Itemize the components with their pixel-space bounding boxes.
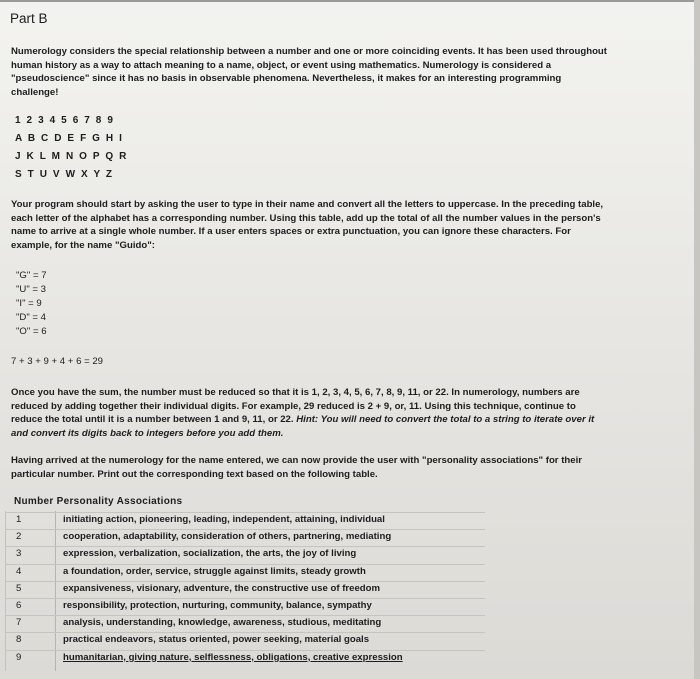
association-number: 4 [16, 565, 22, 577]
arrive-line: Having arrived at the numerology for the name entered, we can now provide the user with "personality associations" for their [11, 455, 582, 466]
letter-table-row: 1 2 3 4 5 6 7 8 9 [15, 115, 115, 126]
letter-value: "G" = 7 [16, 270, 47, 281]
association-text: expansiveness, visionary, adventure, the constructive use of freedom [63, 582, 381, 594]
table-left-border [5, 511, 6, 671]
page-edge [694, 0, 700, 679]
table-row-divider [5, 615, 485, 616]
program-line: Your program should start by asking the user to type in their name and convert all the letters to uppercase. In the preceding table, [11, 199, 604, 210]
table-column-divider [55, 511, 56, 671]
top-divider [0, 0, 700, 2]
association-number: 7 [16, 617, 22, 629]
intro-line: Numerology considers the special relationship between a number and one or more coinciding events. It has been used throughout [11, 46, 607, 57]
program-line: name to arrive at a single whole number. If a user enters spaces or extra punctuation, you can ignore these characters. For [11, 226, 571, 237]
association-number: 8 [16, 634, 22, 646]
letter-value: "I" = 9 [16, 298, 42, 309]
table-row-divider [5, 632, 485, 633]
letter-value: "U" = 3 [16, 284, 47, 295]
reduce-paragraph [11, 386, 594, 440]
table-row-divider [5, 529, 485, 530]
letter-value: "O" = 6 [16, 326, 47, 337]
reduce-line: reduced by adding together their individual digits. For example, 29 reduced is 2 + 9, or, 11. Using this technique, continue to [11, 400, 576, 412]
program-paragraph [11, 198, 603, 252]
association-text: a foundation, order, service, struggle against limits, steady growth [63, 565, 366, 577]
section-title: Part B [10, 11, 48, 26]
table-row-divider [5, 650, 485, 651]
letter-value: "D" = 4 [16, 312, 47, 323]
table-row-divider [5, 581, 485, 582]
association-text: practical endeavors, status oriented, power seeking, material goals [63, 634, 370, 646]
program-line: example, for the name "Guido": [11, 239, 155, 251]
association-number: 3 [16, 548, 22, 560]
association-number: 5 [16, 582, 22, 594]
reduce-line-text: reduce the total until it is a number between 1 and 9, 11, or 22. [11, 414, 294, 425]
association-text: humanitarian, giving nature, selflessness, obligations, creative expression [63, 651, 403, 663]
reduce-line [11, 413, 594, 427]
reduce-line: Once you have the sum, the number must be reduced so that it is 1, 2, 3, 4, 5, 6, 7, 8, 9, 11, or 22. In numerology, numbers are [11, 387, 580, 398]
arrive-line: particular number. Print out the corresponding text based on the following table. [11, 468, 378, 480]
intro-line: human history as a way to attach meaning to a name, object, or event using mathematics. Numerology is considered a [11, 59, 552, 71]
program-line: each letter of the alphabet has a corresponding number. Using this table, add up the total of all the number values in the person's [11, 212, 601, 224]
intro-line: challenge! [11, 86, 59, 98]
association-text: initiating action, pioneering, leading, independent, attaining, individual [63, 514, 385, 525]
association-text: cooperation, adaptability, consideration of others, partnering, mediating [63, 531, 392, 543]
hint-text: Hint: You will need to convert the total to a string to iterate over it [296, 414, 595, 425]
association-text: analysis, understanding, knowledge, awareness, studious, meditating [63, 617, 382, 629]
association-text: expression, verbalization, socialization, the arts, the joy of living [63, 548, 357, 560]
letter-table-row: J K L M N O P Q R [15, 151, 128, 162]
letter-table-row: A B C D E F G H I [15, 133, 124, 144]
intro-paragraph [11, 45, 607, 99]
associations-table-header: Number Personality Associations [14, 496, 183, 507]
intro-line: "pseudoscience" since it has no basis in observable phenomena. Nevertheless, it makes for an interesting programming [11, 73, 562, 84]
table-row-divider [5, 564, 485, 565]
table-row-divider [5, 598, 485, 599]
table-row-divider [5, 546, 485, 547]
association-number: 6 [16, 600, 22, 611]
letter-table-row: S T U V W X Y Z [15, 169, 114, 180]
association-number: 1 [16, 514, 22, 525]
association-number: 9 [16, 651, 22, 663]
table-row-divider [5, 512, 485, 513]
arrive-paragraph [11, 454, 582, 481]
hint-text-continued: and convert its digits back to integers before you add them. [11, 427, 284, 439]
sum-equation: 7 + 3 + 9 + 4 + 6 = 29 [11, 356, 104, 367]
association-text: responsibility, protection, nurturing, community, balance, sympathy [63, 600, 372, 611]
association-number: 2 [16, 531, 22, 543]
